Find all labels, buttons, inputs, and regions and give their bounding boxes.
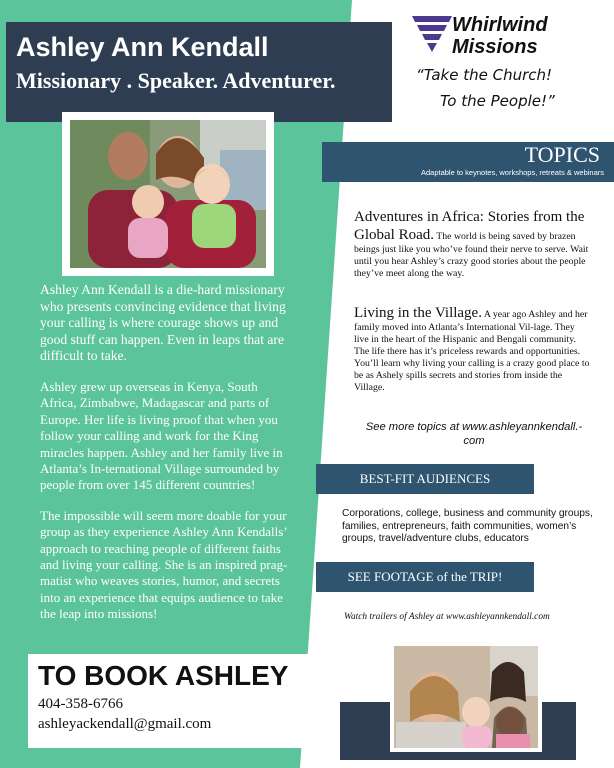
tagline-part-2: Speaker. Adventurer. <box>137 68 336 93</box>
topic-body: The world is being saved by brazen beings just like you who’ve found their nerve to serve. Wait until you hear Ashley’s crazy good stories about the people they’ve meet along the way. <box>354 231 589 279</box>
bio-paragraph-2: Ashley grew up overseas in Kenya, South Africa, Zimbabwe, Madagascar and parts of Europe. Her life is living proof that when you follow your calling and work for the King miracles happen. Ashley and her family live in Atlanta’s In-ternational Village surrounded by people from over 145 different countries! <box>40 378 283 493</box>
whirlwind-triangle-logo-icon <box>412 16 452 54</box>
more-topics-link[interactable]: See more topics at www.ashleyannkendall.-com <box>365 421 583 447</box>
tagline-part-1: Missionary . <box>16 68 138 93</box>
topic-title: Living in the Village. <box>354 305 482 321</box>
topics-list <box>354 208 590 408</box>
topic-item <box>354 304 590 394</box>
topics-subtitle: Adaptable to keynotes, workshops, retreats & webinars <box>420 168 604 177</box>
topic-item <box>354 208 590 280</box>
quote-line-1: “Take the Church! <box>416 66 553 84</box>
see-footage-button[interactable]: SEE FOOTAGE of the TRIP! <box>316 562 534 592</box>
logo-text-line-1: Whirlwind <box>452 14 548 36</box>
quote-line-2: To the People!” <box>440 92 555 110</box>
booking-email[interactable]: ashleyackendall@gmail.com <box>38 716 212 732</box>
best-fit-audiences-label: BEST-FIT AUDIENCES <box>316 464 534 494</box>
topic-title: Adventures in Africa: Stories from the Global Road. <box>354 209 585 243</box>
bio-text <box>40 282 292 637</box>
speaker-name: Ashley Ann Kendall <box>16 32 269 62</box>
speaker-tagline <box>16 68 335 94</box>
book-ashley-title: TO BOOK ASHLEY <box>38 660 289 691</box>
booking-phone[interactable]: 404-358-6766 <box>38 696 123 712</box>
family-photo <box>70 120 266 268</box>
family-selfie-photo <box>390 642 542 752</box>
bio-paragraph-3: The impossible will seem more doable for your group as they experience Ashley Ann Kendalls’ approach to reaching people of different faiths and living your calling. She is an inspired prag-matist who weaves stories, humor, and secrets into an experience that equips audience to take the leap into missions! <box>40 507 288 622</box>
topic-body: A year ago Ashley and her family moved into Atlanta’s International Vil-lage. They live in the heart of the Hispanic and Bengali community. The life there has it’s priceless rewards and opportunities. You’ll learn why living your calling is a crazy good place to be as Ashely spills secrets and stories from inside the Village. <box>354 309 590 393</box>
topics-title: TOPICS <box>524 142 600 167</box>
watch-trailers-text: Watch trailers of Ashley at www.ashleyannkendall.com <box>344 612 550 622</box>
audiences-text: Corporations, college, business and community groups, families, entrepreneurs, faith communities, women’s groups, travel/adventure clubs, educators <box>342 508 593 544</box>
bio-paragraph-1: Ashley Ann Kendall is a die-hard missionary who presents convincing evidence that living your calling is where courage shows up and good stuff can happen. Even in leaps that are difficult to take. <box>40 282 286 364</box>
logo-text-line-2: Missions <box>452 36 538 58</box>
